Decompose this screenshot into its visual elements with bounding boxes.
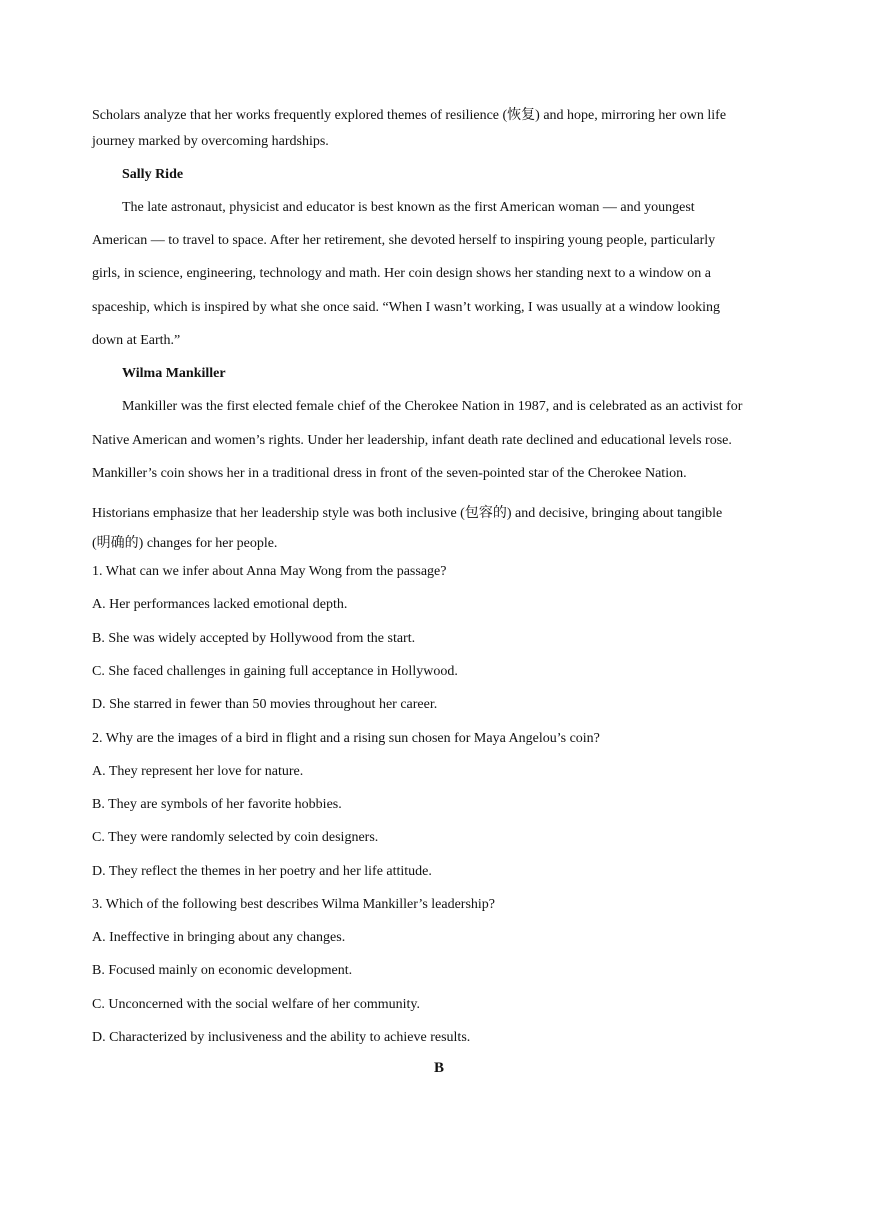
paragraph-line: girls, in science, engineering, technology and math. Her coin design shows her standing next to a window on a xyxy=(92,266,711,281)
paragraph-line: Mankiller’s coin shows her in a traditional dress in front of the seven-pointed star of the Cherokee Nation. xyxy=(92,466,687,481)
paragraph-line: The late astronaut, physicist and educator is best known as the first American woman — and youngest xyxy=(122,200,695,215)
question-option: C. She faced challenges in gaining full acceptance in Hollywood. xyxy=(92,664,458,679)
question-option: B. They are symbols of her favorite hobbies. xyxy=(92,797,342,812)
question-option: C. Unconcerned with the social welfare of her community. xyxy=(92,997,420,1012)
question-option: C. They were randomly selected by coin designers. xyxy=(92,830,379,845)
question-option: D. They reflect the themes in her poetry and her life attitude. xyxy=(92,864,432,879)
question-option: A. Her performances lacked emotional depth. xyxy=(92,597,348,612)
paragraph-line: down at Earth.” xyxy=(92,333,181,348)
section-label: B xyxy=(433,1060,444,1076)
question-option: B. She was widely accepted by Hollywood from the start. xyxy=(92,631,416,646)
question-stem: 1. What can we infer about Anna May Wong from the passage? xyxy=(92,564,447,579)
section-heading-wilma-mankiller: Wilma Mankiller xyxy=(122,366,226,381)
paragraph-line: Scholars analyze that her works frequently explored themes of resilience (恢复) and hope, mirroring her own life xyxy=(92,108,727,123)
section-heading-sally-ride: Sally Ride xyxy=(122,167,184,182)
paragraph-line: spaceship, which is inspired by what she once said. “When I wasn’t working, I was usually at a window looking xyxy=(92,300,721,315)
paragraph-line: (明确的) changes for her people. xyxy=(92,536,278,551)
question-option: D. She starred in fewer than 50 movies throughout her career. xyxy=(92,697,438,712)
question-stem: 2. Why are the images of a bird in flight and a rising sun chosen for Maya Angelou’s coin? xyxy=(92,731,600,746)
paragraph-line: American — to travel to space. After her retirement, she devoted herself to inspiring young people, particularly xyxy=(92,233,716,248)
question-option: A. They represent her love for nature. xyxy=(92,764,304,779)
question-option: A. Ineffective in bringing about any changes. xyxy=(92,930,346,945)
question-stem: 3. Which of the following best describes Wilma Mankiller’s leadership? xyxy=(92,897,496,912)
paragraph-line: Native American and women’s rights. Under her leadership, infant death rate declined and educational levels rose. xyxy=(92,433,732,448)
paragraph-line: journey marked by overcoming hardships. xyxy=(92,134,329,149)
paragraph-line: Historians emphasize that her leadership style was both inclusive (包容的) and decisive, bringing about tangible xyxy=(92,506,723,521)
paragraph-line: Mankiller was the first elected female chief of the Cherokee Nation in 1987, and is celebrated as an activist for xyxy=(122,399,743,414)
question-option: B. Focused mainly on economic development. xyxy=(92,963,353,978)
question-option: D. Characterized by inclusiveness and the ability to achieve results. xyxy=(92,1030,471,1045)
